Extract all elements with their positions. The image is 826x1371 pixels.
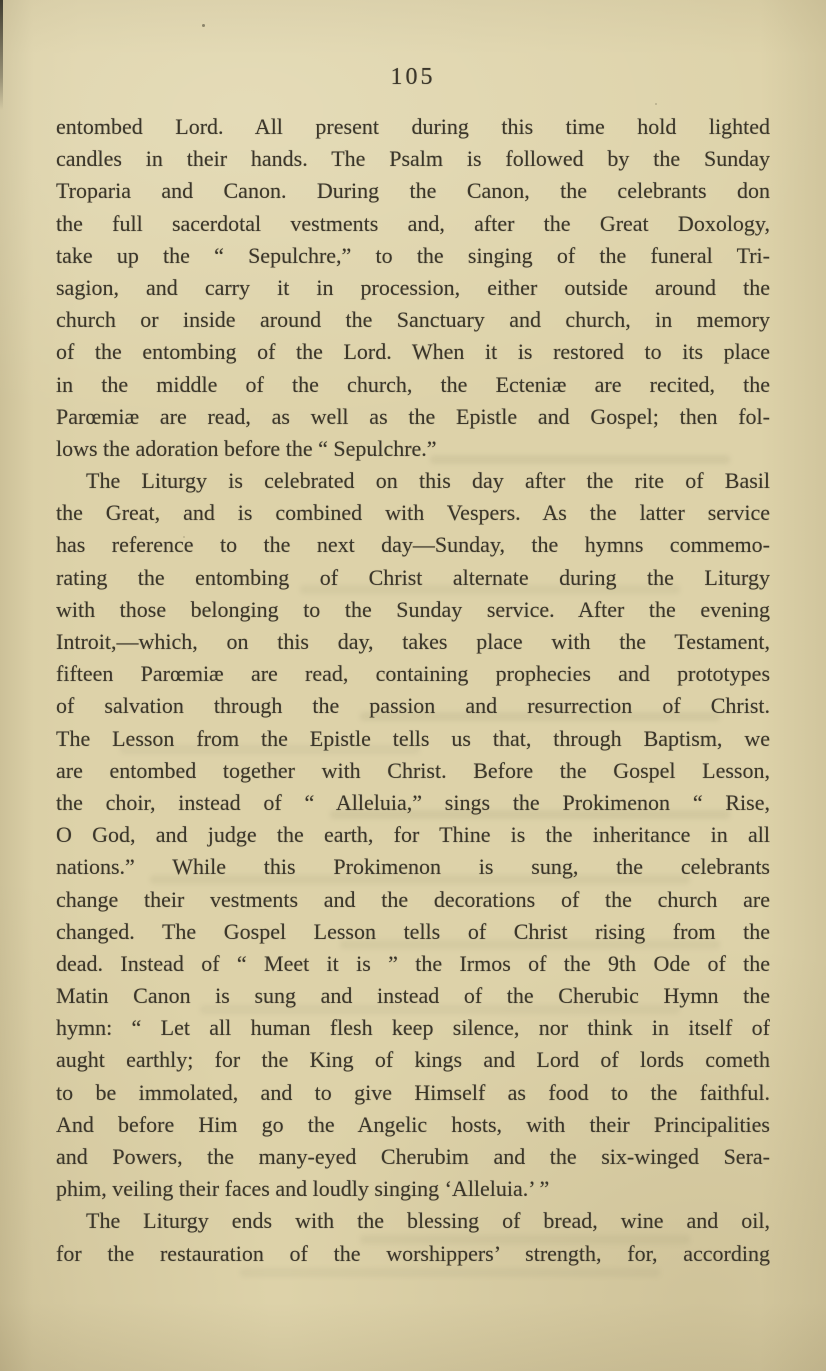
text-line: the choir, instead of “ Alleluia,” sings the Prokimenon “ Rise, [56,789,770,815]
text-line: nations.” While this Prokimenon is sung, the celebrants [56,854,770,880]
text-line: Introit,—which, on this day, takes place with the Testament, [56,629,770,654]
text-line: church or inside around the Sanctuary and church, in memory [56,307,770,333]
paragraph [56,1205,770,1269]
text-line: The Lesson from the Epistle tells us that, through Baptism, we [56,725,770,751]
paper-speck [655,103,657,105]
text-line: changed. The Gospel Lesson tells of Christ rising from the [56,918,770,944]
text-line: Matin Canon is sung and instead of the Cherubic Hymn the [56,983,770,1009]
text-line: dead. Instead of “ Meet it is ” the Irmos of the 9th Ode of the [56,950,770,976]
text-line: sagion, and carry it in procession, either outside around the [56,274,770,300]
text-line: Parœmiæ are read, as well as the Epistle and Gospel; then fol- [56,403,770,429]
text-line: rating the entombing of Christ alternate during the Liturgy [56,564,770,590]
text-line: candles in their hands. The Psalm is followed by the Sunday [56,146,770,172]
text-line: with those belonging to the Sunday service. After the evening [56,596,770,622]
text-line: Troparia and Canon. During the Canon, the celebrants don [56,178,770,204]
scan-edge-artifact [0,0,3,110]
text-line: to be immolated, and to give Himself as food to the faithful. [56,1079,770,1105]
text-line: of the entombing of the Lord. When it is restored to its place [56,339,770,365]
page-number: 105 [390,64,436,90]
text-line: the Great, and is combined with Vespers. As the latter service [56,500,770,526]
text-line: change their vestments and the decorations of the church are [56,886,770,912]
text-line: And before Him go the Angelic hosts, with their Principalities [56,1111,770,1137]
text-line: has reference to the next day—Sunday, the hymns commemo- [56,532,770,558]
text-line: take up the “ Sepulchre,” to the singing of the funeral Tri- [56,242,770,268]
text-line: lows the adoration before the “ Sepulchre.” [56,435,437,461]
text-line: phim, veiling their faces and loudly singing ‘Alleluia.’ ” [56,1176,550,1202]
text-line: hymn: “ Let all human flesh keep silence, nor think in itself of [56,1015,770,1041]
text-line: for the restauration of the worshippers’ strength, for, according [56,1240,770,1266]
text-line: in the middle of the church, the Ecteniæ are recited, the [56,371,770,397]
page-text [56,111,770,1270]
text-line: The Liturgy is celebrated on this day after the rite of Basil [86,468,770,494]
text-line: and Powers, the many-eyed Cherubim and the six-winged Sera- [56,1144,770,1169]
paragraph [56,111,770,465]
text-line: the full sacerdotal vestments and, after the Great Doxology, [56,210,770,236]
paragraph [56,465,770,1205]
text-line: of salvation through the passion and resurrection of Christ. [56,693,770,719]
text-line: fifteen Parœmiæ are read, containing prophecies and prototypes [56,661,770,687]
text-line: O God, and judge the earth, for Thine is the inheritance in all [56,822,770,848]
text-line: aught earthly; for the King of kings and Lord of lords cometh [56,1047,770,1073]
text-line: entombed Lord. All present during this time hold lighted [56,114,770,139]
paper-speck [202,24,205,27]
text-line: The Liturgy ends with the blessing of bread, wine and oil, [86,1208,770,1234]
text-line: are entombed together with Christ. Before the Gospel Lesson, [56,757,770,783]
